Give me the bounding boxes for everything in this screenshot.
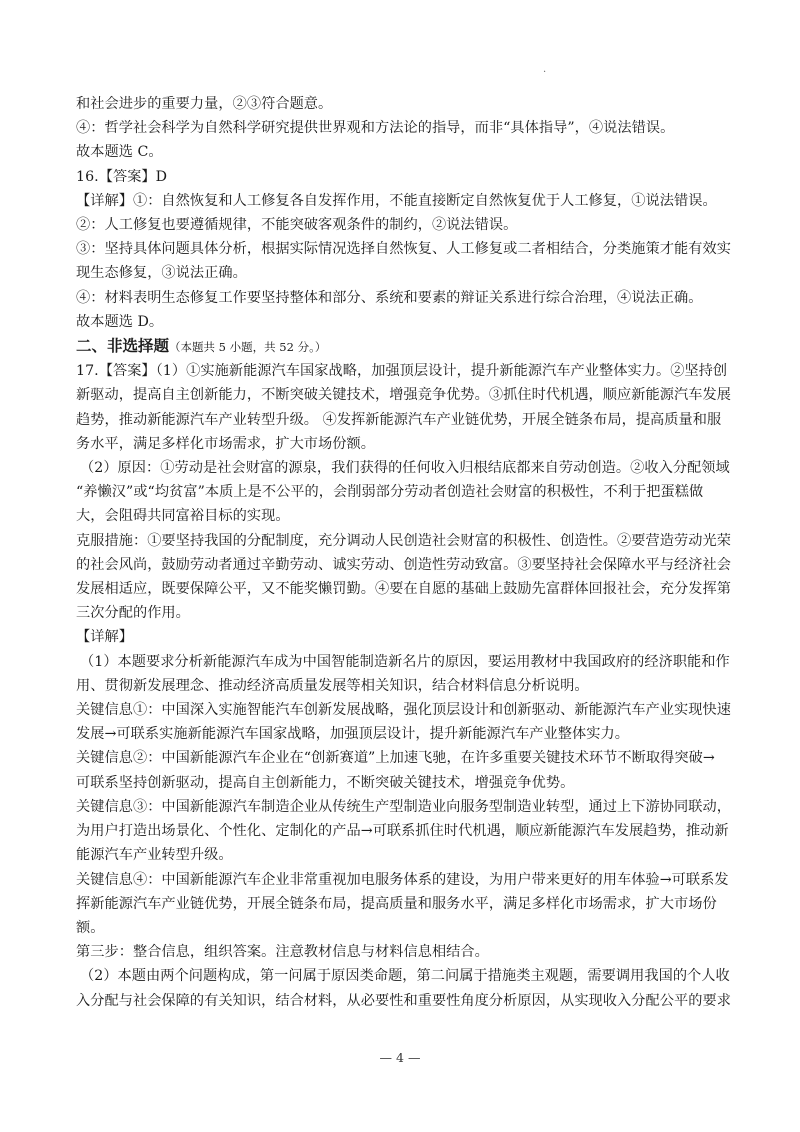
text-line: 用、贯彻新发展理念、推动经济高质量发展等相关知识，结合材料信息分析说明。 (76, 677, 589, 694)
text-line: （2）本题由两个问题构成，第一问属于原因类命题，第二问属于措施类主观题，需要调用我国的个人收 (80, 968, 730, 985)
answer-heading-16: 16.【答案】D (76, 168, 168, 185)
section-heading (76, 334, 732, 359)
section-title: 二、非选择题 (76, 337, 170, 356)
text-line: 大，会阻碍共同富裕目标的实现。 (76, 508, 290, 525)
text-line: ②：人工修复也要遵循规律，不能突破客观条件的制约，②说法错误。 (76, 217, 518, 234)
text-line: 额。 (76, 919, 105, 936)
text-line: 为用户打造出场景化、个性化、定制化的产品→可联系抓住时代机遇，顺应新能源汽车发展趋势，推动新 (76, 823, 729, 840)
text-line: 现生态修复，③说法正确。 (76, 265, 247, 282)
text-line: （1）本题要求分析新能源汽车成为中国智能制造新名片的原因，要运用教材中我国政府的经济职能和作 (80, 653, 730, 670)
text-line: 的社会风尚，鼓励劳动者通过辛勤劳动、诚实劳动、创造性劳动致富。③要坚持社会保障水平与经济社会 (76, 556, 731, 573)
text-line: 务水平，满足多样化市场需求，扩大市场份额。 (76, 435, 375, 452)
text-line: 关键信息③：中国新能源汽车制造企业从传统生产型制造业向服务型制造业转型，通过上下游协同联动， (76, 798, 731, 815)
text-line: 和社会进步的重要力量，②③符合题意。 (76, 96, 333, 112)
page-content (76, 92, 732, 1013)
text-line: ③：坚持具体问题具体分析，根据实际情况选择自然恢复、人工修复或二者相结合，分类施策才能有效实 (76, 241, 731, 258)
text-line: “养懒汉”或“均贫富”本质上是不公平的，会削弱部分劳动者创造社会财富的积极性，不利于把蛋糕做 (76, 484, 704, 501)
text-line: 能源汽车产业转型升级。 (76, 847, 233, 864)
text-line: 新驱动，提高自主创新能力，不断突破关键技术，增强竞争优势。③抓住时代机遇，顺应新能源汽车发展 (76, 387, 731, 404)
text-line: 关键信息②：中国新能源汽车企业在“创新赛道”上加速飞驰，在许多重要关键技术环节不断取得突破→ (76, 750, 715, 767)
text-line: 发展→可联系实施新能源汽车国家战略，加强顶层设计，提升新能源汽车产业整体实力。 (76, 726, 629, 743)
text-line: （2）原因：①劳动是社会财富的源泉，我们获得的任何收入归根结底都来自劳动创造。②收入分配领域 (80, 460, 730, 477)
text-line: 趋势，推动新能源汽车产业转型升级。 ④发挥新能源汽车产业链优势，开展全链条布局，提高质量和服 (76, 411, 722, 428)
text-line: 故本题选 C。 (76, 144, 163, 161)
text-line: 关键信息①：中国深入实施智能汽车创新发展战略，强化顶层设计和创新驱动、新能源汽车产业实现快速 (76, 702, 731, 719)
page-number: — 4 — (379, 1050, 421, 1065)
text-line: 可联系坚持创新驱动，提高自主创新能力，不断突破关键技术，增强竞争优势。 (76, 774, 575, 791)
text-line: 发展相适应，既要保障公平，又不能奖懒罚勤。④要在自愿的基础上鼓励先富群体回报社会，充分发挥第 (76, 581, 731, 598)
text-line: 关键信息④：中国新能源汽车企业非常重视加电服务体系的建设，为用户带来更好的用车体验→可联系发 (76, 871, 729, 888)
text-line: 挥新能源汽车产业链优势，开展全链条布局，提高质量和服务水平，满足多样化市场需求，扩大市场份 (76, 895, 717, 912)
text-line: 入分配与社会保障的有关知识，结合材料，从必要性和重要性角度分析原因，从实现收入分配公平的要求 (76, 992, 731, 1009)
section-note: （本题共 5 小题，共 52 分。） (169, 340, 327, 355)
detail-heading: 【详解】 (76, 629, 133, 646)
text-line: 【详解】①：自然恢复和人工修复各自发挥作用，不能直接断定自然恢复优于人工修复，①说法错误。 (76, 192, 717, 209)
header-mark: . (543, 64, 547, 75)
answer-heading-17: 17.【答案】（1）①实施新能源汽车国家战略，加强顶层设计，提升新能源汽车产业整体实力。②坚持创 (76, 363, 728, 380)
text-line: ④：哲学社会科学为自然科学研究提供世界观和方法论的指导，而非“具体指导”，④说法错误。 (76, 120, 675, 137)
text-line: 故本题选 D。 (76, 313, 164, 330)
text-line: 三次分配的作用。 (76, 605, 190, 622)
text-line: 克服措施：①要坚持我国的分配制度，充分调动人民创造社会财富的积极性、创造性。②要营造劳动光荣 (76, 532, 731, 549)
text-line: 第三步：整合信息，组织答案。注意教材信息与材料信息相结合。 (76, 944, 489, 961)
text-line: ④：材料表明生态修复工作要坚持整体和部分、系统和要素的辩证关系进行综合治理，④说法正确。 (76, 289, 703, 306)
